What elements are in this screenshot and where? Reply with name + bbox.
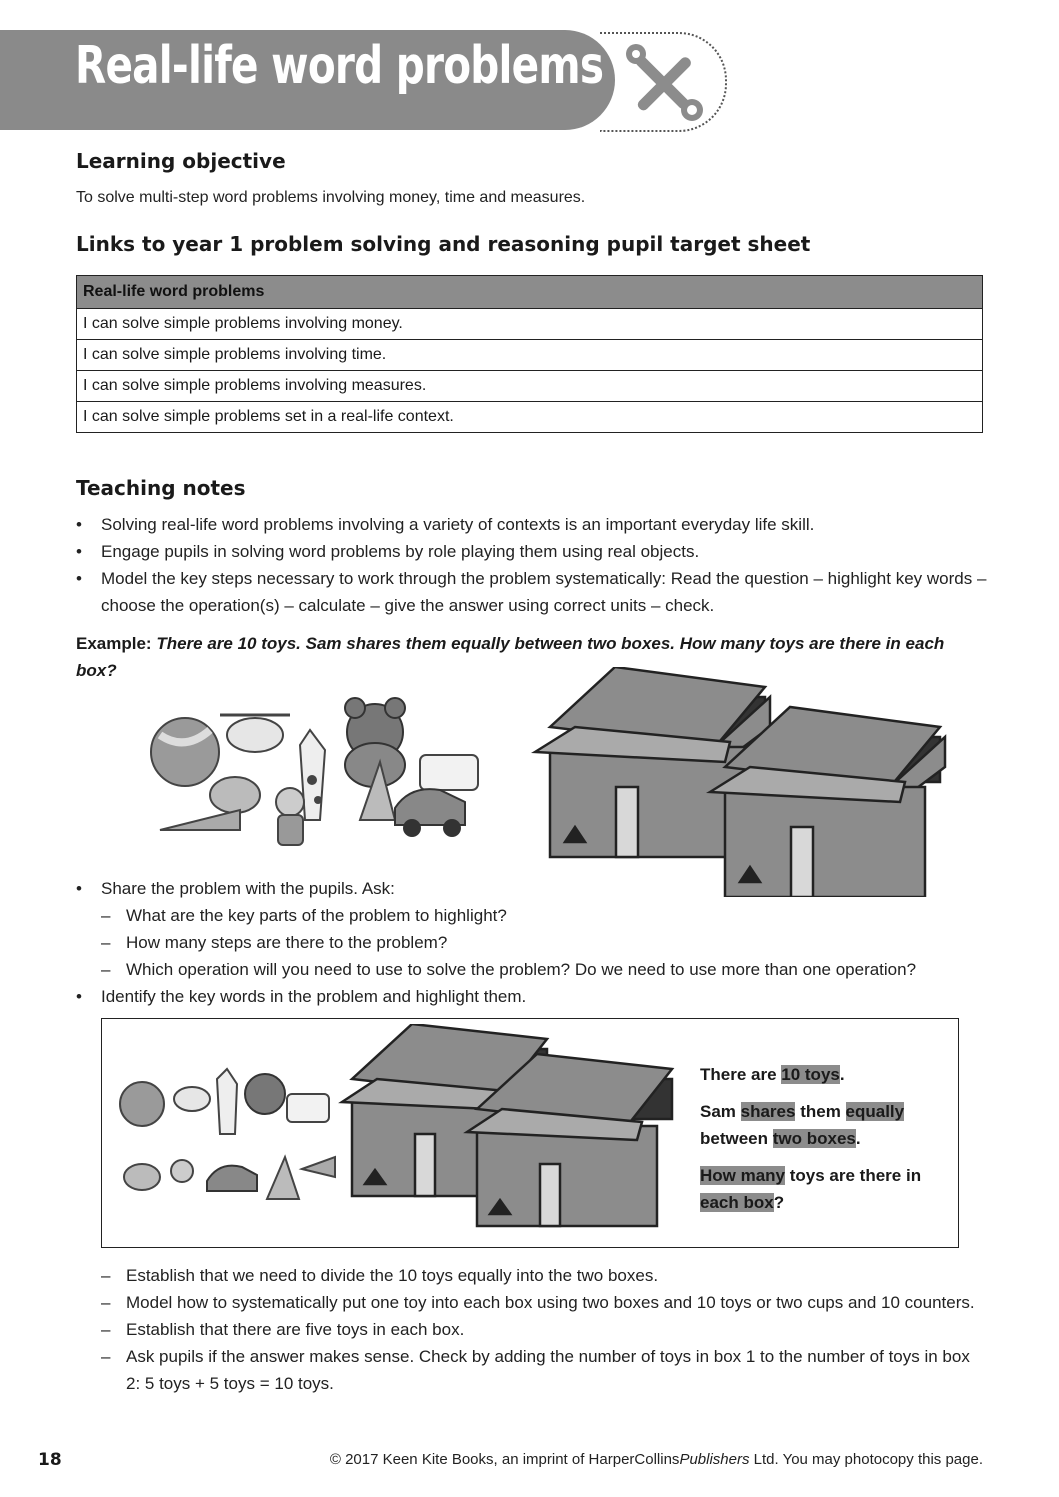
tools-icon	[622, 40, 706, 124]
share-list	[76, 875, 991, 1010]
toys-small-illustration	[117, 1049, 337, 1219]
teaching-notes-heading: Teaching notes	[76, 476, 246, 500]
table-header: Real-life word problems	[77, 276, 983, 309]
page-title: Real-life word problems	[75, 36, 604, 96]
highlight: each box	[700, 1193, 774, 1212]
list-item: – What are the key parts of the problem to highlight?	[101, 902, 991, 929]
text: ?	[773, 1193, 785, 1212]
target-table	[76, 275, 983, 433]
table-row: I can solve simple problems involving time.	[77, 340, 983, 371]
list-item: – Ask pupils if the answer makes sense. Check by adding the number of toys in box 1 to the number of toys in box 2: 5 toys + 5 toys = 10 toys.	[101, 1343, 981, 1397]
text: them	[795, 1102, 846, 1121]
copyright-italic: Publishers	[679, 1451, 750, 1468]
list-item: – Model how to systematically put one toy into each box using two boxes and 10 toys or two cups and 10 counters.	[101, 1289, 981, 1316]
table-row: I can solve simple problems involving money.	[77, 309, 983, 340]
highlight-line-2	[700, 1098, 950, 1152]
text: .	[839, 1065, 845, 1084]
list-item: – Establish that there are five toys in each box.	[101, 1316, 981, 1343]
highlight: shares	[740, 1102, 796, 1121]
boxes-small-illustration	[337, 1024, 697, 1239]
highlight: How many	[700, 1166, 786, 1185]
copyright-text: Ltd. You may photocopy this page.	[749, 1451, 983, 1468]
text: toys are there in	[785, 1166, 922, 1185]
example-label: Example:	[76, 634, 152, 653]
page-number: 18	[38, 1450, 62, 1470]
list-item: • Model the key steps necessary to work through the problem systematically: Read the question – highlight key words – choose the operation(s) – calculate – give the answer using correct units – check.	[76, 565, 991, 619]
toys-illustration	[140, 690, 485, 865]
list-item	[76, 875, 991, 983]
list-item: • Solving real-life word problems involving a variety of contexts is an important everyday life skill.	[76, 511, 991, 538]
text: There are	[700, 1065, 782, 1084]
highlight: two boxes	[772, 1129, 856, 1148]
text: Sam	[700, 1102, 741, 1121]
question-list	[101, 902, 991, 983]
learning-objective-text: To solve multi-step word problems involving money, time and measures.	[76, 189, 586, 206]
example-text: There are 10 toys. Sam shares them equally between two boxes. How many toys are there in each box?	[76, 634, 945, 680]
table-row: I can solve simple problems set in a real-life context.	[77, 402, 983, 433]
list-item: • Engage pupils in solving word problems by role playing them using real objects.	[76, 538, 991, 565]
highlight-line-3	[700, 1162, 950, 1216]
text: .	[855, 1129, 861, 1148]
highlighted-problem-box	[101, 1018, 959, 1248]
highlight-line-1	[700, 1061, 950, 1088]
table-row: I can solve simple problems involving measures.	[77, 371, 983, 402]
list-item: – How many steps are there to the problem?	[101, 929, 991, 956]
learning-objective-heading: Learning objective	[76, 149, 286, 173]
links-heading: Links to year 1 problem solving and reasoning pupil target sheet	[76, 232, 811, 256]
highlight: 10 toys	[781, 1065, 840, 1084]
list-item: – Which operation will you need to use to solve the problem? Do we need to use more than one operation?	[101, 956, 991, 983]
boxes-illustration	[530, 667, 950, 897]
highlight: equally	[845, 1102, 905, 1121]
copyright	[330, 1451, 983, 1468]
list-item: – Establish that we need to divide the 10 toys equally into the two boxes.	[101, 1262, 981, 1289]
teaching-notes-list	[76, 511, 991, 619]
text: between	[700, 1129, 773, 1148]
steps-list	[101, 1262, 981, 1397]
list-item: • Identify the key words in the problem and highlight them.	[76, 983, 991, 1010]
share-bullet: Share the problem with the pupils. Ask:	[101, 879, 395, 898]
highlighted-text	[700, 1061, 950, 1226]
copyright-text: © 2017 Keen Kite Books, an imprint of HarperCollins	[329, 1451, 680, 1468]
